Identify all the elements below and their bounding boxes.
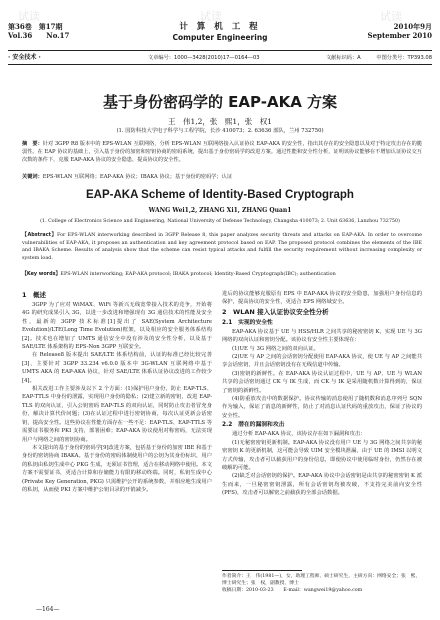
article-number: 文章编号：1000—3428(2010)17—0164—03 xyxy=(148,55,260,61)
keywords-cn-text: EPS-WLAN 互联网络；EAP-AKA 协议；IBAKA 协议；基于身份的密码学；认证 xyxy=(42,174,233,180)
authors-cn: 王 伟1,2，张 熙1，张 权1 xyxy=(168,117,272,126)
keywords-en-label: 【Key words】 xyxy=(22,271,61,277)
affiliation-en: (1. College of Electronics Science and Engineering, National University of Defense Technology, Changsha 410073; 2. Unit 63636, Lanzhou 732750) xyxy=(40,219,400,224)
footnote-authors: 作者简介：王 伟(1981—)，女，助理工程师、硕士研究生，主研方向：网络安全；张 熙，博士研究生；张 权，副教授、博士 xyxy=(222,574,421,586)
paragraph: 本文提出的基于身份的密码学[9]改进方案，包括基于身份的加密 IBE 和基于身份的密钥协商 IBAKA。基于身份的密码体制使用户的公钥为其身份标识，用户的私钥由私钥生成中心 PKG 生成，无须证书管理，适合在移动网络中使用。本文方案不需要证书，更适合计算和存储能力有限的移动终端。同时，私钥生成中心 (Private Key Generation, PKG) 只需维护公开的系统参数，并相应地生成用户的私钥，从而使 PKI 方案中维护公钥目录的开销减少。 xyxy=(22,444,212,493)
watermark: 试读 xyxy=(380,10,402,23)
article-meta xyxy=(8,53,432,63)
paragraph: EAP-AKA 协议基于 UE 与 HSS/HLR 之间共享的秘密密钥 K，实现 UE 与 3G 网络的双向认证和密钥分配。该协议有安全性主要体现在： xyxy=(222,328,422,344)
keywords-cn-label: 关键词： xyxy=(22,174,43,180)
section-1-heading: 1 概述 xyxy=(22,291,47,299)
keywords-en-text: EPS-WLAN interworking; EAP-AKA protocol; IBAKA protocol; Identity-Based Cryptograph(IBC); authentication xyxy=(60,271,336,277)
classification-number: 中图分类号：TP393.08 xyxy=(376,55,432,61)
title-cn: 基于身份密码学的 EAP-AKA 方案 xyxy=(102,93,338,111)
right-column xyxy=(222,290,422,568)
journal-header xyxy=(8,22,432,52)
section-2-2-heading: 2.2 潜在的漏洞和攻击 xyxy=(222,422,285,429)
paragraph: 3GPP 为了应对 WiMAX、WiFi 等新兴无线宽带接入技术的竞争，开始将 4G 的研究成果引入 3G，以进一步改进和增强现有 3G 通信技术的性能及安全性，最新的 3GPP 技术标准[1]提出了 SAE(System Architecture Evolution)/LTE(Long Time Evolution)框架，以及相应的安全服务体系结构[2]。技术也在增加了 UMTS 通信安全中没有涉及的安全性分析，以及基于 SAE/LTE 体系架构的 EPS-Non 3GPP 互联安全。 xyxy=(22,302,212,351)
section-2-1-heading: 2.1 实现的安全性 xyxy=(222,319,273,326)
abstract-en xyxy=(22,232,422,262)
paragraph: (2)缺乏对会话密钥的保护。EAP-AKA 协议中会话密钥是由共享的秘密密钥 K 派生而来，一旦秘密密钥泄露，所有会话密钥均被攻破，不支持完美前向安全性(PFS)，攻击者可以解密之前截获的全部会话数据。 xyxy=(222,473,422,497)
list-item: (3)密钥的新鲜性。在 EAP-AKA 协议认证过程中，UE 与 AP、UE 与 WLAN 共享的会话密钥通过 CK 与 IK 生成，而 CK 与 IK 是采用随机数计算得到的，保证了密钥的新鲜性。 xyxy=(222,370,422,394)
volume-cn: 第36卷 第17期 xyxy=(8,22,63,31)
abstract-en-text: For EPS-WLAN interworking described in 3GPP Release 8, this paper analyzes security threats and attacks on EAP-AKA. In order to overcome vulnerabilities of EAP-AKA, it proposes an authentication and key agreement protocol based on EAP. The proposed protocol combines the elements of the IBE and IBAKA Scheme. Results of analysis show that the scheme can resist typical attacks and fulfill the security requirement without increasing complexity or system load. xyxy=(22,232,423,261)
abstract-cn-text: 针对 3GPP R8 版本中的 EPS-WLAN 互联网络，分析 EPS-WLAN 互联网络接入认证协议 EAP-AKA 的安全性，指出其存在的安全隐患以及对于特定攻击存在的脆弱性。在 EAP 协议的基础上，引入基于身份的加密和密钥协商的密码系统，提出基于身份密码学的改进方案。通过性能和安全性分析，证明该协议能够在不增加认证协议交互次数的条件下，克服 EAP-AKA 协议的安全隐患，提高协议的安全性。 xyxy=(22,141,422,164)
paragraph: 相关改进工作主要涉及以下 2 个方面：(1)保护用户身份，防止 EAP-TLS、EAP-TTLS 中身份的泄露，实现用户身份的隐私；(2)建立新的密钥，改进 EAP-TLS 的双向认证，引入公钥密码 EAP-TLS 的双向认证，同时防止攻击者冒充身份，解决计算代价问题；(3)在认证过程中进行密钥协商，每次认证更新会话密钥，提高安全性。这些协议在性能方面存在一些不足：EAP-TLS、EAP-TTLS 等需要证书服务和 PKI 支持，部署困难；EAP-AKA 协议使用对称密码，无法实现用户与网络之间的密钥协商。 xyxy=(22,386,212,443)
paragraph: 通过分析 EAP-AKA 协议，该协议存在如下漏洞和攻击： xyxy=(232,431,366,438)
section-label: · 安全技术 · xyxy=(8,54,41,61)
meta-rule xyxy=(8,64,432,65)
abstract-en-label: 【Abstract】 xyxy=(22,232,57,238)
journal-name-en: Computer Engineering xyxy=(172,33,268,42)
footnote-dates: 收稿日期：2010-03-23 E-mail：wangwei19@yahoo.com xyxy=(222,588,363,593)
list-item: (1)UE 与 3G 网络之间的双向认证。 xyxy=(232,345,319,352)
list-item: (4)防重放攻击中的数据保护。协议传输的消息使用了随机数和消息序列号 SQN 作为输入，保证了消息的新鲜性，防止了对消息认证代码的重放攻击，保证了协议的安全性。 xyxy=(222,396,422,419)
date-cn: 2010年9月 xyxy=(393,22,432,31)
footnote xyxy=(222,573,422,594)
section-2-heading: 2 WLAN 接入认证协议安全性分析 xyxy=(222,307,329,316)
paragraph: 进后的协议能够克服原有 EPS 中 EAP-AKA 协议的安全隐患，加强用户身份信息的保护，提高协议的安全性，更适合 EPS 网络域安全。 xyxy=(222,291,422,306)
watermark: 试读 xyxy=(18,10,40,23)
paragraph: (1)无秘密密钥更新机制。EAP-AKA 协议没有用户 UE 与 3G 网络之间共享的秘密密钥 K 的更新机制，这可能会导致 UIM 安全模块泄漏，由于 UE 的 IMSI 以明文方式传输，攻击者可以截获用户的身份信息，即使协议中使用临时身份，仍然存在被破解的可能。 xyxy=(222,439,422,471)
issue-date xyxy=(368,22,432,40)
abstract-cn-label: 摘 要： xyxy=(22,141,43,147)
volume-en: Vol.36 No.17 xyxy=(8,31,70,40)
authors-en: WANG Wei1,2, ZHANG Xi1, ZHANG Quan1 xyxy=(148,207,292,214)
footnote-rule xyxy=(222,570,302,571)
title-en: EAP-AKA Scheme of Identity-Based Cryptograph xyxy=(86,189,354,201)
document-code: 文献标识码：A xyxy=(326,55,361,61)
keywords-en xyxy=(22,271,422,279)
date-en: September 2010 xyxy=(367,31,432,40)
watermark: 试读 xyxy=(200,10,222,23)
journal-name-cn: 计 算 机 工 程 xyxy=(179,22,261,32)
paragraph: 在 Release8 版本提出 SAE/LTE 体系结构前，认证的标准已经比较完善[3]，主要针对 3GPP 33.234 v6.0.0 版本中 3G-WLAN 互联网络中基于 UMTS AKA 的 EAP-AKA 协议，针对 SAE/LTE 体系认证协议改进的工作较少[4]。 xyxy=(22,352,212,384)
abstract-cn xyxy=(22,140,422,165)
list-item: (2)UE 与 AP 之间的会话密钥分配使用 EAP-AKA 协议，使 UE 与 AP 之间能共享会话密钥，并且会话密钥没有在无线信道中传输。 xyxy=(222,354,422,369)
keywords-cn xyxy=(22,173,422,181)
left-column xyxy=(22,290,212,602)
header-rule xyxy=(8,50,432,51)
affiliation-cn: (1. 国防科技大学电子科学与工程学院，长沙 410073；2. 63636 部队，兰州 732750) xyxy=(116,128,324,134)
page-number: —164— xyxy=(36,606,60,613)
